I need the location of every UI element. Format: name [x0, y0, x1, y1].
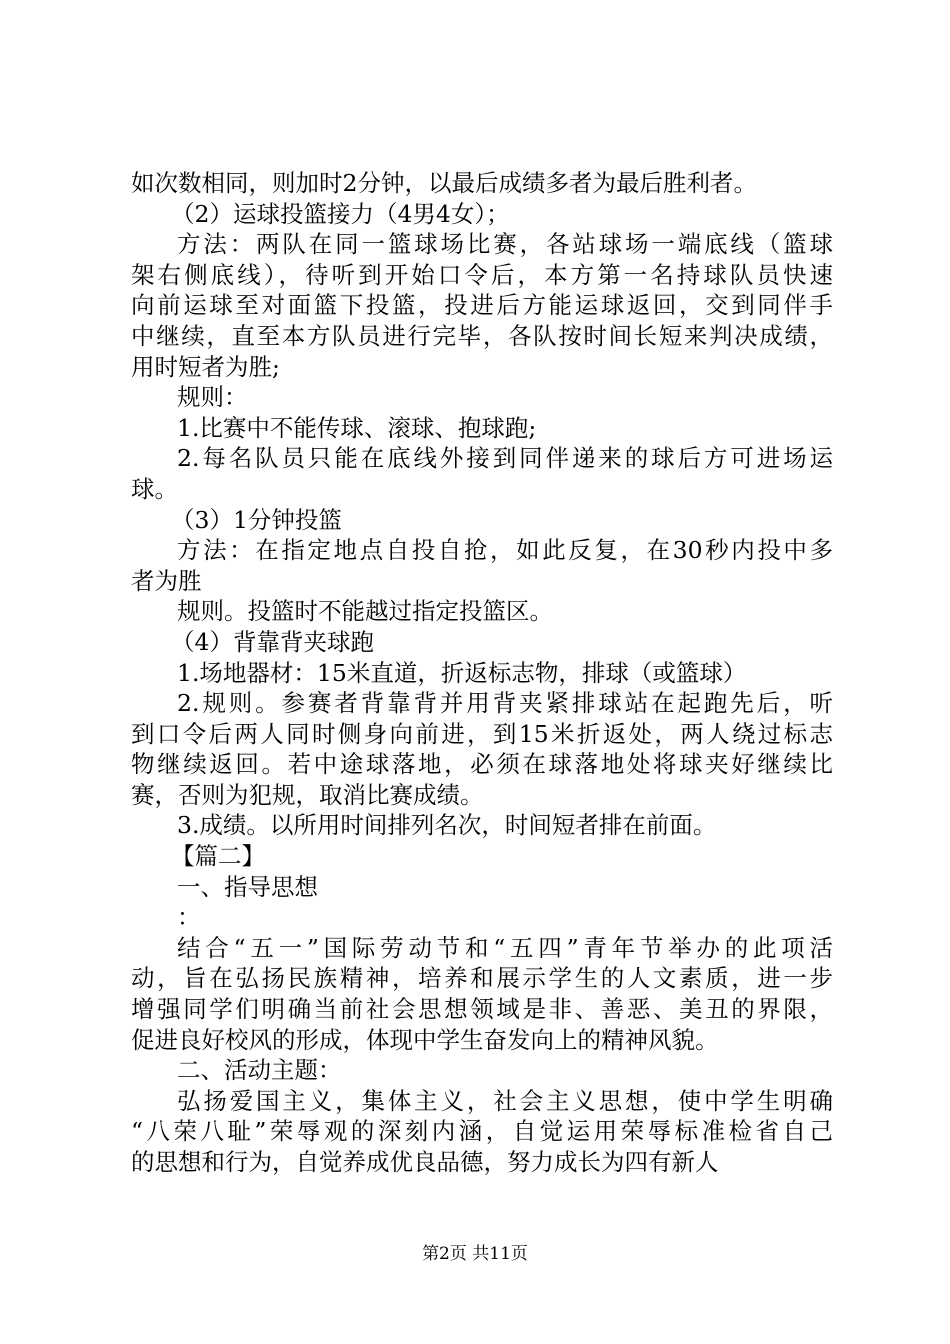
text-line: 结合“五一”国际劳动节和“五四”青年节举办的此项活: [177, 933, 833, 962]
text-line: 2.每名队员只能在底线外接到同伴递来的球后方可进场运: [177, 444, 833, 473]
text-line: 2.规则。参赛者背靠背并用背夹紧排球站在起跑先后，听: [177, 689, 833, 718]
text-line: 者为胜: [131, 566, 202, 595]
page-number-footer: 第2页 共11页: [422, 1244, 528, 1264]
text-line: 3.成绩。以所用时间排列名次，时间短者排在前面。: [177, 811, 717, 840]
text-line: （2）运球投篮接力（4男4女）；: [171, 199, 510, 228]
document-body: [131, 168, 833, 1178]
text-line: 架右侧底线），待听到开始口令后，本方第一名持球队员快速: [131, 260, 833, 289]
text-line: （3）1分钟投篮: [171, 505, 342, 534]
text-line: 1.场地器材：15米直道，折返标志物，排球（或篮球）: [177, 658, 747, 687]
text-line: 用时短者为胜;: [131, 352, 280, 381]
section-heading: 一、指导思想: [177, 872, 318, 901]
text-line: 球。: [131, 474, 178, 503]
section-heading: 【篇二】: [171, 842, 265, 871]
text-line: 1.比赛中不能传球、滚球、抱球跑;: [177, 413, 537, 442]
text-line: （4）背靠背夹球跑: [171, 627, 374, 656]
text-line: “八荣八耻”荣辱观的深刻内涵，自觉运用荣辱标准检省自己: [131, 1117, 833, 1146]
text-line: 物继续返回。若中途球落地，必须在球落地处将球夹好继续比: [131, 750, 833, 779]
text-line: 动，旨在弘扬民族精神，培养和展示学生的人文素质，进一步: [131, 964, 833, 993]
text-line: 弘扬爱国主义，集体主义，社会主义思想，使中学生明确: [177, 1086, 833, 1115]
text-line: 方法：两队在同一篮球场比赛，各站球场一端底线（篮球: [177, 230, 833, 259]
text-line: 规则。投篮时不能越过指定投篮区。: [177, 597, 553, 626]
text-line: 增强同学们明确当前社会思想领域是非、善恶、美丑的界限，: [131, 995, 833, 1024]
text-line: 如次数相同，则加时2分钟，以最后成绩多者为最后胜利者。: [131, 169, 757, 197]
text-line: ：: [177, 903, 201, 932]
text-line: 赛，否则为犯规，取消比赛成绩。: [131, 780, 484, 809]
text-line: 到口令后两人同时侧身向前进，到15米折返处，两人绕过标志: [131, 719, 833, 748]
text-line: 规则：: [177, 383, 248, 412]
text-line: 的思想和行为，自觉养成优良品德，努力成长为四有新人: [131, 1148, 719, 1176]
text-line: 向前运球至对面篮下投篮，投进后方能运球返回，交到同伴手: [131, 291, 833, 320]
text-line: 方法：在指定地点自投自抢，如此反复，在30秒内投中多: [177, 536, 833, 565]
text-line: 促进良好校风的形成，体现中学生奋发向上的精神风貌。: [131, 1025, 719, 1054]
text-line: 中继续，直至本方队员进行完毕，各队按时间长短来判决成绩，: [131, 321, 833, 350]
section-heading: 二、活动主题：: [177, 1056, 342, 1085]
